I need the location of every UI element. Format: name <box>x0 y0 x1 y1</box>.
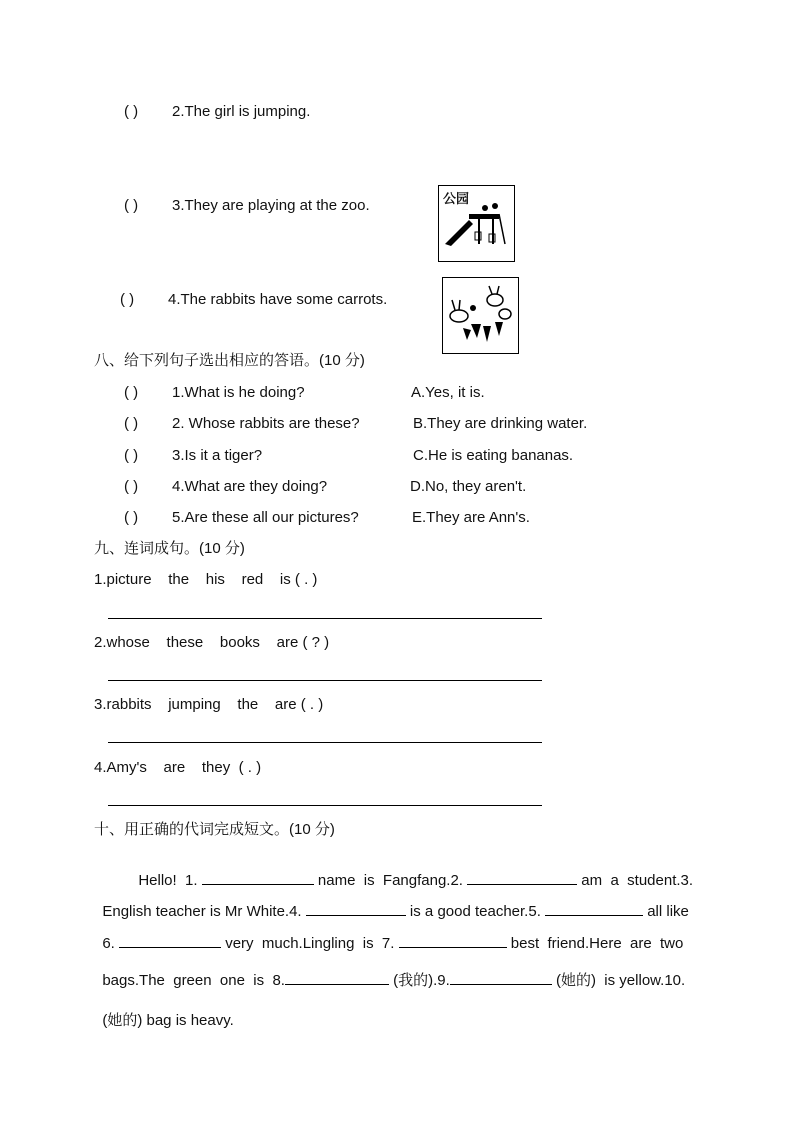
question-row <box>124 415 360 433</box>
answer-paren[interactable]: ( ) <box>124 509 139 526</box>
question-text: 2. Whose rabbits are these? <box>172 415 360 432</box>
cloze-text: am a student.3. <box>577 872 694 889</box>
cloze-text: very much.Lingling is 7. <box>221 935 399 952</box>
answer-option: B.They are drinking water. <box>413 415 588 432</box>
park-picture <box>438 185 515 262</box>
answer-paren[interactable]: ( ) <box>124 384 139 401</box>
rabbits-picture <box>442 277 519 354</box>
cloze-text: name is Fangfang.2. <box>313 872 468 889</box>
answer-option: D.No, they aren't. <box>410 478 527 495</box>
cloze-text: all like <box>643 903 689 920</box>
answer-paren[interactable]: ( ) <box>124 197 139 214</box>
cloze-blank-5[interactable] <box>545 901 643 916</box>
cloze-text: is a good teacher.5. <box>405 903 546 920</box>
cloze-blank-6[interactable] <box>119 933 221 948</box>
word-order-item: 4.Amy's are they ( . ) <box>94 759 262 776</box>
answer-line[interactable] <box>108 805 542 806</box>
question-text: 1.What is he doing? <box>172 384 305 401</box>
cloze-line-3 <box>94 915 683 953</box>
answer-paren[interactable]: ( ) <box>124 447 139 464</box>
section-title-9: 九、连词成句。(10 分) <box>94 540 245 557</box>
cloze-blank-8[interactable] <box>285 970 389 985</box>
question-text: 4.The rabbits have some carrots. <box>168 291 388 308</box>
answer-line[interactable] <box>108 618 542 619</box>
cloze-text: bags.The green one is 8. <box>102 972 285 989</box>
cloze-text: (她的) bag is heavy. <box>102 1012 234 1029</box>
section-title-8: 八、给下列句子选出相应的答语。(10 分) <box>94 352 365 369</box>
answer-option: E.They are Ann's. <box>412 509 530 526</box>
section-title-10: 十、用正确的代词完成短文。(10 分) <box>94 821 335 838</box>
question-row <box>124 447 262 465</box>
cloze-text: 6. <box>102 935 120 952</box>
question-text: 4.What are they doing? <box>172 478 328 495</box>
question-row <box>124 103 310 121</box>
cloze-text: Hello! 1. <box>138 872 202 889</box>
answer-paren[interactable]: ( ) <box>124 478 139 495</box>
question-text: 2.The girl is jumping. <box>172 103 311 120</box>
answer-line[interactable] <box>108 680 542 681</box>
question-row <box>124 197 370 215</box>
word-order-item: 3.rabbits jumping the are ( . ) <box>94 696 324 713</box>
question-row <box>124 478 327 496</box>
question-row <box>124 384 305 402</box>
park-label: 公园 <box>443 192 470 207</box>
question-row <box>120 291 387 309</box>
word-order-item: 1.picture the his red is ( . ) <box>94 571 318 588</box>
cloze-text: English teacher is Mr White.4. <box>102 903 306 920</box>
answer-paren[interactable]: ( ) <box>124 415 139 432</box>
cloze-text: best friend.Here are two <box>506 935 684 952</box>
answer-line[interactable] <box>108 742 542 743</box>
cloze-text: (我的).9. <box>388 972 450 989</box>
cloze-text: (她的) is yellow.10. <box>551 972 686 989</box>
word-order-item: 2.whose these books are ( ? ) <box>94 634 330 651</box>
cloze-line-4 <box>94 952 685 990</box>
cloze-blank-4[interactable] <box>306 901 406 916</box>
answer-paren[interactable]: ( ) <box>120 291 135 308</box>
answer-paren[interactable]: ( ) <box>124 103 139 120</box>
cloze-line-5 <box>94 994 234 1030</box>
question-text: 3.They are playing at the zoo. <box>172 197 370 214</box>
answer-option: C.He is eating bananas. <box>413 447 574 464</box>
cloze-blank-9[interactable] <box>450 970 552 985</box>
slide-icon <box>439 186 514 261</box>
question-row <box>124 509 359 527</box>
answer-option: A.Yes, it is. <box>411 384 485 401</box>
cloze-blank-7[interactable] <box>399 933 507 948</box>
question-text: 3.Is it a tiger? <box>172 447 263 464</box>
question-text: 5.Are these all our pictures? <box>172 509 359 526</box>
rabbits-carrots-icon <box>443 278 518 353</box>
